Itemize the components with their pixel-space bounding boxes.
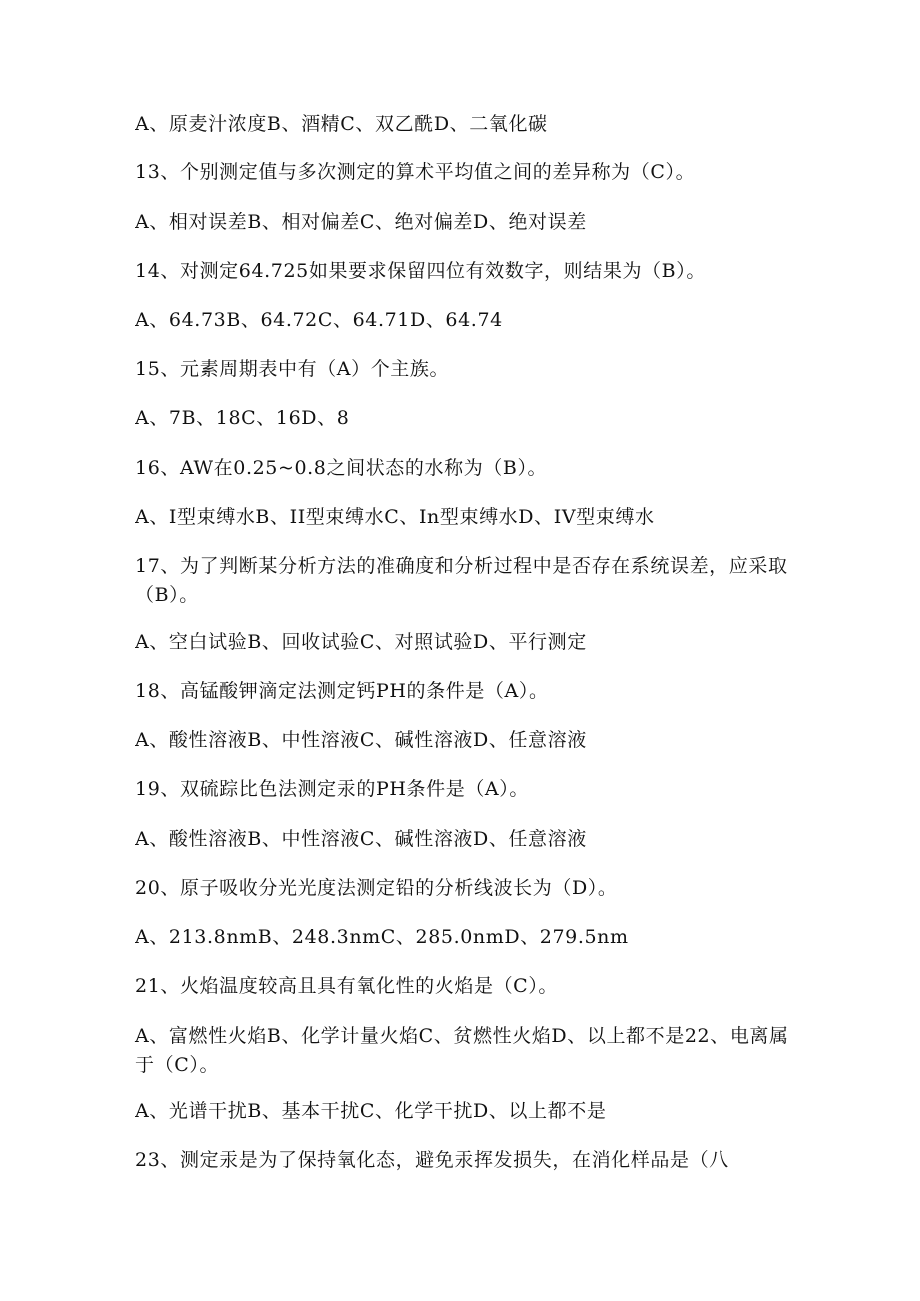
answer-options-21-question-22: A、富燃性火焰B、化学计量火焰C、贫燃性火焰D、以上都不是22、电离属于（C）。 [135, 1025, 789, 1076]
answer-options-19: A、酸性溶液B、中性溶液C、碱性溶液D、任意溶液 [135, 828, 587, 850]
question-20: 20、原子吸收分光光度法测定铅的分析线波长为（D）。 [135, 877, 618, 899]
question-14: 14、对测定64.725如果要求保留四位有效数字，则结果为（B）。 [135, 260, 706, 282]
answer-options-line: A、原麦汁浓度B、酒精C、双乙酰D、二氧化碳 [135, 113, 548, 135]
answer-options-16: A、I型束缚水B、II型束缚水C、In型束缚水D、IV型束缚水 [135, 506, 655, 528]
answer-options-20: A、213.8nmB、248.3nmC、285.0nmD、279.5nm [135, 926, 629, 948]
answer-options-22: A、光谱干扰B、基本干扰C、化学干扰D、以上都不是 [135, 1100, 607, 1122]
question-18: 18、高锰酸钾滴定法测定钙PH的条件是（A）。 [135, 680, 549, 702]
question-17: 17、为了判断某分析方法的准确度和分析过程中是否存在系统误差，应采取（B）。 [135, 555, 788, 606]
question-15: 15、元素周期表中有（A）个主族。 [135, 358, 450, 380]
question-19: 19、双硫踪比色法测定汞的PH条件是（A）。 [135, 778, 529, 800]
question-16: 16、AW在0.25~0.8之间状态的水称为（B）。 [135, 457, 548, 479]
answer-options-13: A、相对误差B、相对偏差C、绝对偏差D、绝对误差 [135, 211, 587, 233]
answer-options-17: A、空白试验B、回收试验C、对照试验D、平行测定 [135, 631, 587, 653]
question-13: 13、个别测定值与多次测定的算术平均值之间的差异称为（C）。 [135, 161, 696, 183]
answer-options-15: A、7B、18C、16D、8 [135, 407, 350, 429]
question-23: 23、测定汞是为了保持氧化态，避免汞挥发损失，在消化样品是（八 [135, 1149, 729, 1171]
answer-options-14: A、64.73B、64.72C、64.71D、64.74 [135, 309, 503, 331]
question-21: 21、火焰温度较高且具有氧化性的火焰是（C）。 [135, 975, 559, 997]
answer-options-18: A、酸性溶液B、中性溶液C、碱性溶液D、任意溶液 [135, 729, 587, 751]
